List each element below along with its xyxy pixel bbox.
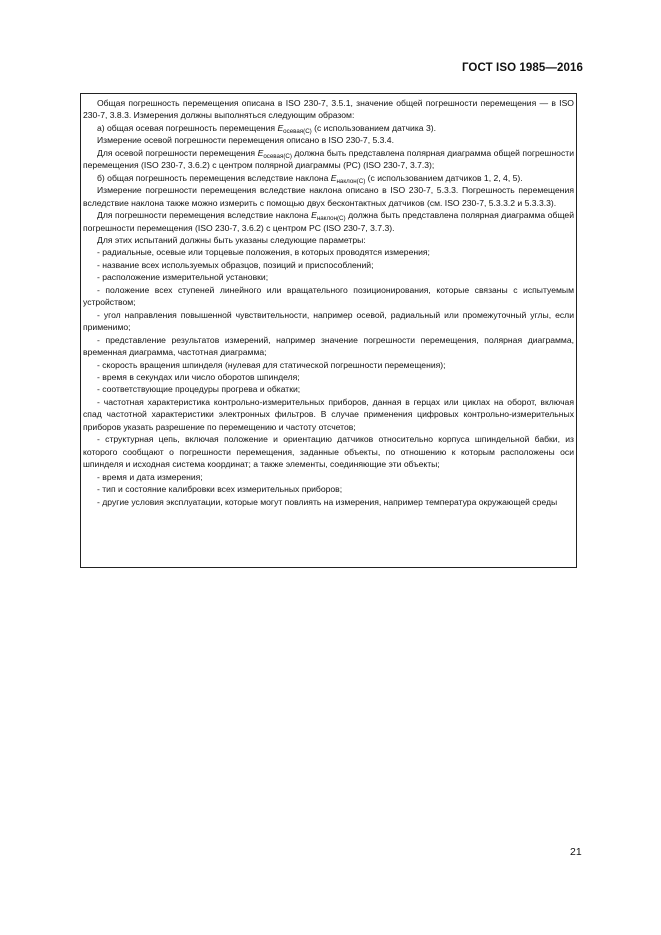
list-item: - структурная цепь, включая положение и ориентацию датчиков относительно корпуса шпиндельной бабки, из которого сообщают о погрешности перемещения, заданные объекты, по отношению к которым расположены оси шпинделя и исходная система координат; а также элементы, соединяющие эти объекты; — [83, 434, 574, 470]
list-item: - скорость вращения шпинделя (нулевая для статической погрешности перемещения); — [97, 359, 446, 370]
list-item: - радиальные, осевые или торцевые положения, в которых проводятся измерения; — [97, 247, 430, 258]
list-item: - представление результатов измерений, например значение погрешности перемещения, полярная диаграмма, временная диаграмма, частотная диаграмма; — [83, 334, 574, 358]
document-standard-header: ГОСТ ISO 1985—2016 — [461, 62, 583, 74]
body-text — [83, 97, 574, 508]
symbol-subscript: осевая(C) — [263, 152, 292, 160]
list-item: - тип и состояние калибровки всех измерительных приборов; — [97, 484, 343, 495]
list-item: - угол направления повышенной чувствительности, например осевой, радиальный или промежуточный углы, если применимо; — [83, 309, 574, 333]
page-number: 21 — [570, 846, 582, 858]
symbol-e: E — [257, 147, 264, 158]
symbol-subscript: осевая(C) — [283, 127, 312, 135]
symbol-subscript: наклон(C) — [336, 177, 366, 185]
paragraph-tilt-error: б) общая погрешность перемещения вследствие наклона $E_{наклон(C)}$ (с использованием датчиков 1, 2, 4, 5). — [97, 172, 523, 185]
symbol-e: E — [330, 172, 337, 183]
paragraph-tilt-polar: Для погрешности перемещения вследствие наклона $E_{наклон(C)}$ должна быть представлена полярная диаграмма общей погрешности перемещения (ISO 230-7, 3.6.2) с центром PC (ISO 230-7, 3.7.3). — [83, 210, 574, 233]
list-item: - время в секундах или число оборотов шпинделя; — [97, 371, 300, 382]
list-item: - другие условия эксплуатации, которые могут повлиять на измерения, например температура окружающей среды — [97, 496, 558, 507]
list-item: - соответствующие процедуры прогрева и обкатки; — [97, 384, 301, 395]
list-item: - название всех используемых образцов, позиций и приспособлений; — [97, 259, 374, 270]
symbol-e: E — [277, 122, 284, 133]
paragraph-axial-measurement: Измерение осевой погрешности перемещения описано в ISO 230-7, 5.3.4. — [97, 135, 394, 146]
list-item: - расположение измерительной установки; — [97, 272, 269, 283]
list-item: - время и дата измерения; — [97, 471, 203, 482]
list-item: - частотная характеристика контрольно-измерительных приборов, данная в герцах или циклах на оборот, включая спад частотной характеристики электронных фильтров. В случае применения цифровых контрольно-измерительных приборов указать разрешение по перемещению и частоту отсчетов; — [83, 396, 574, 432]
paragraph-parameters-intro: Для этих испытаний должны быть указаны следующие параметры: — [97, 234, 366, 245]
paragraph-intro: Общая погрешность перемещения описана в ISO 230-7, 3.5.1, значение общей погрешности перемещения — в ISO 230-7, 3.8.3. Измерения должны выполняться следующим образом: — [83, 98, 574, 121]
symbol-e: E — [311, 210, 317, 221]
list-item: - положение всех ступеней линейного или вращательного позиционирования, которые связаны с испытуемым устройством; — [83, 284, 574, 308]
symbol-subscript: наклон(C) — [316, 215, 346, 223]
paragraph-axial-polar: Для осевой погрешности перемещения $E_{осевая(C)}$ должна быть представлена полярная диаграмма общей погрешности перемещения (ISO 230-7, 3.6.2) с центром полярной диаграммы (PC) (ISO 230-7, 3.7.3); — [83, 147, 575, 171]
paragraph-tilt-measurement: Измерение погрешности перемещения вследствие наклона описано в ISO 230-7, 5.3.3. Погрешность перемещения вследствие наклона также можно измерить с помощью двух бесконтактных датчиков (см. ISO 230-7, 5.3.3.2 и 5.3.3.3). — [83, 185, 574, 208]
paragraph-axial-error: а) общая осевая погрешность перемещения $E_{осевая(C)}$ (с использованием датчика 3). — [97, 122, 436, 135]
